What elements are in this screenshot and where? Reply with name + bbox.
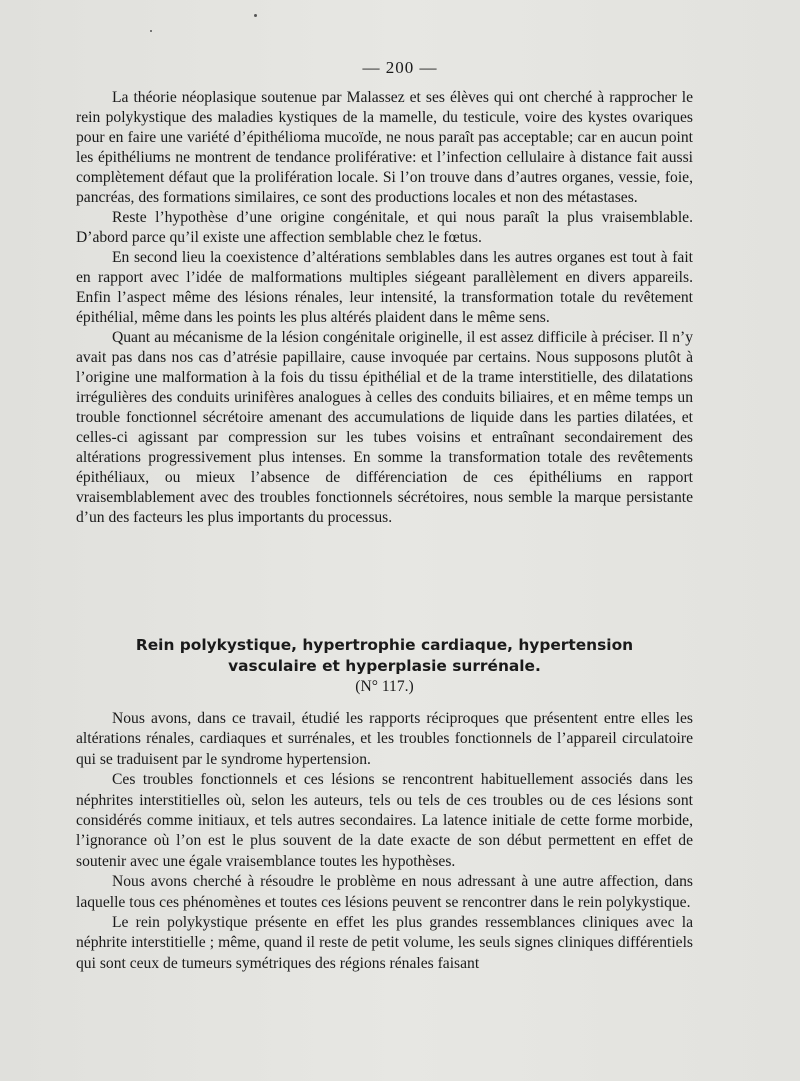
paragraph: Le rein polykystique présente en effet les plus grandes ressemblances cliniques avec la néphrite interstitielle ; même, quand il reste de petit volume, les seuls signes cliniques différentiels qui sont ceux de tumeurs symétriques des régions rénales faisant (76, 914, 693, 972)
paragraph: En second lieu la coexistence d’altérations semblables dans les autres organes est tout à fait en rapport avec l’idée de malformations multiples siégeant parallèlement en divers appareils. Enfin l’aspect même des lésions rénales, leur intensité, la transformation totale du revêtement épithélial, même dans les points les plus altérés plaident dans le même sens. (76, 249, 693, 326)
paragraph: Ces troubles fonctionnels et ces lésions se rencontrent habituellement associés dans les néphrites interstitielles où, selon les auteurs, tels ou tels de ces troubles ou de ces lésions sont considérés comme initiaux, et tels autres secondaires. La latence initiale de cette forme morbide, l’ignorance où l’on est le plus souvent de la date exacte de son début permettent en effet de soutenir avec une égale vraisemblance toutes les hypothèses. (76, 771, 693, 870)
paragraph: Reste l’hypothèse d’une origine congénitale, et qui nous paraît la plus vraisemblable. D’abord parce qu’il existe une affection semblable chez le fœtus. (76, 209, 693, 246)
scan-speck (150, 30, 152, 32)
paragraph: Nous avons, dans ce travail, étudié les rapports réciproques que présentent entre elles les altérations rénales, cardiaques et surrénales, et les troubles fonctionnels de l’appareil circulatoire qui se traduisent par le syndrome hypertension. (76, 710, 693, 768)
paragraph: Quant au mécanisme de la lésion congénitale originelle, il est assez difficile à préciser. Il n’y avait pas dans nos cas d’atrésie papillaire, cause invoquée par certains. Nous supposons plutôt à l’origine une malformation à la fois du tissu épithélial et de la trame interstitielle, des dilatations irrégulières des conduits urinifères analogues à celles des conduits biliaires, et en même temps un trouble fonctionnel sécrétoire amenant des accumulations de liquide dans les parties dilatées, et celles-ci agissant par compression sur les tubes voisins et entraînant secondairement des altérations progressivement plus intenses. En somme la transformation totale des revêtements épithéliaux, ou mieux l’absence de différenciation de ces épithéliums en rapport vraisemblablement avec des troubles fonctionnels sécrétoires, nous semble la marque persistante d’un des facteurs les plus importants du processus. (76, 329, 693, 526)
section-reference: (N° 117.) (355, 678, 414, 695)
section-heading-line1: Rein polykystique, hypertrophie cardiaque, hypertension (135, 636, 634, 654)
section-heading (76, 635, 693, 677)
section-heading-line2: vasculaire et hyperplasie surrénale. (228, 657, 541, 675)
body-text-top (76, 88, 693, 528)
paragraph: La théorie néoplasique soutenue par Malassez et ses élèves qui ont cherché à rapprocher le rein polykystique des maladies kystiques de la mamelle, du testicule, voire des kystes ovariques pour en faire une variété d’épithélioma mucoïde, ne nous paraît pas acceptable; car en aucun point les épithéliums ne montrent de tendance proliférative: et l’infection cellulaire à distance fait aussi complètement défaut que la prolifération locale. Si l’on trouve dans d’autres organes, vessie, foie, pancréas, des formations similaires, ce sont des productions locales et non des métastases. (76, 89, 693, 206)
scan-speck (254, 14, 257, 17)
page-number: — 200 — (362, 58, 438, 77)
body-text-bottom (76, 709, 693, 974)
paragraph: Nous avons cherché à résoudre le problème en nous adressant à une autre affection, dans laquelle tous ces phénomènes et toutes ces lésions peuvent se rencontrer dans le rein polykystique. (76, 873, 693, 911)
